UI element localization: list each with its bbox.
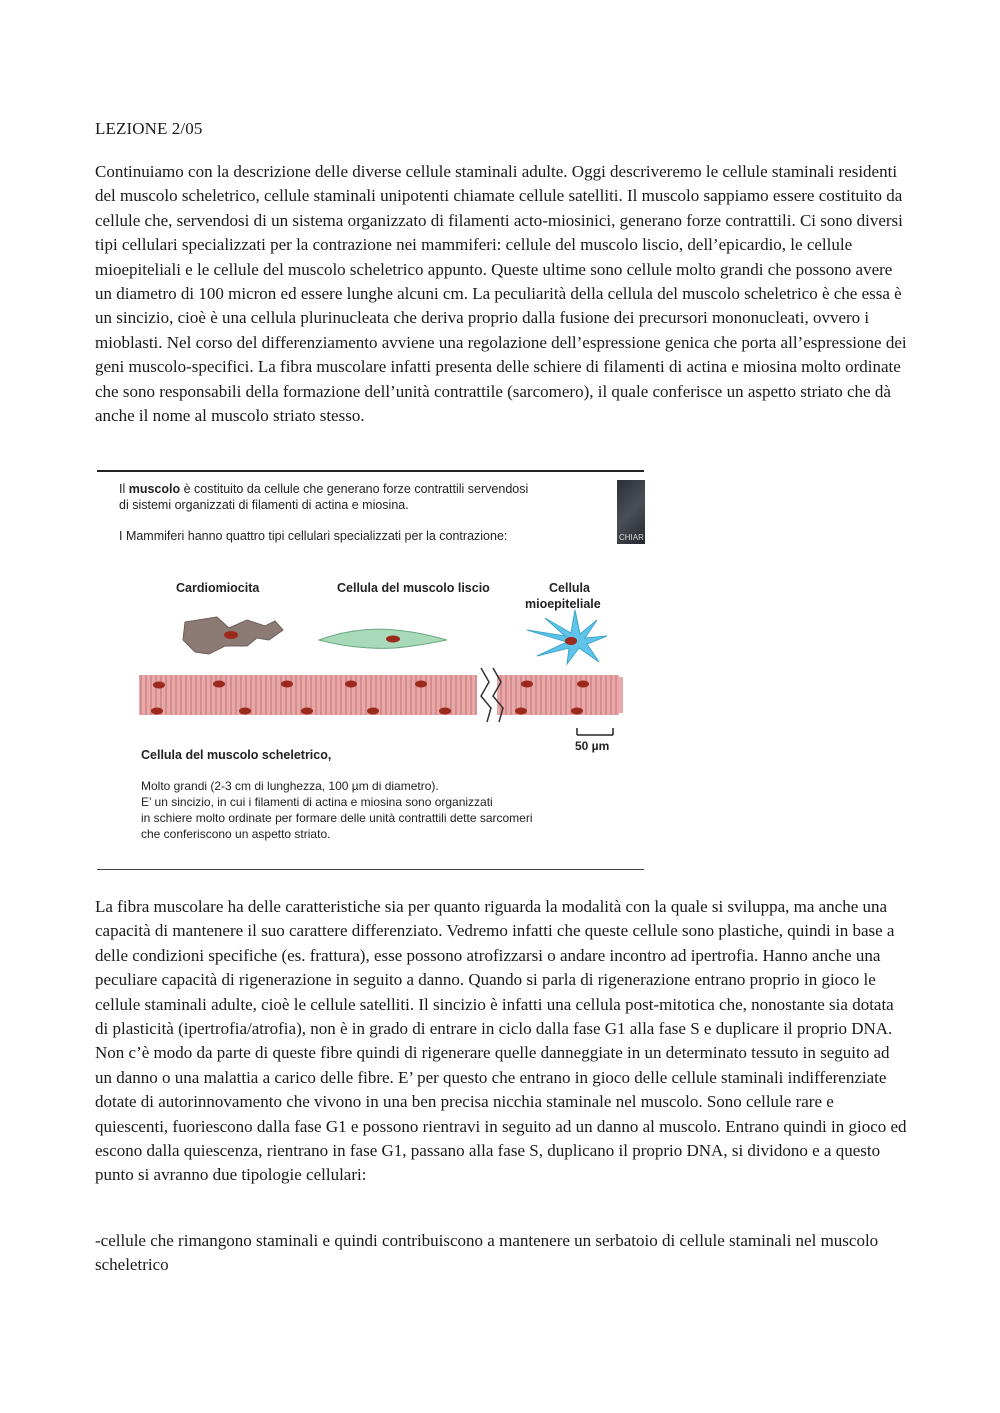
cardiomyocyte-cell	[183, 617, 283, 654]
scale-bar-label: 50 µm	[575, 739, 610, 753]
fiber-segment-right	[497, 675, 619, 715]
cardiomyocyte-nucleus	[224, 631, 238, 639]
smooth-muscle-cell	[319, 629, 447, 648]
fiber-nucleus	[239, 708, 251, 715]
figure-illustration	[97, 470, 645, 870]
fiber-nucleus	[415, 681, 427, 688]
fiber-nucleus	[571, 708, 583, 715]
fiber-nucleus	[521, 681, 533, 688]
label-smooth-muscle-cell: Cellula del muscolo liscio	[337, 581, 490, 595]
muscle-cell-types-figure	[97, 470, 645, 872]
intro-bold: muscolo	[128, 482, 181, 496]
fiber-nucleus	[151, 708, 163, 715]
label-myoepithelial-line1: Cellula	[549, 581, 590, 595]
intro-prefix: Il	[119, 482, 129, 496]
myoepithelial-cell	[527, 610, 607, 664]
fiber-nucleus	[213, 681, 225, 688]
fiber-nucleus	[153, 682, 165, 689]
fiber-nucleus	[577, 681, 589, 688]
scale-bar	[575, 728, 613, 753]
fiber-nucleus	[345, 681, 357, 688]
myoepithelial-nucleus	[565, 637, 577, 645]
skeletal-desc-line4: che conferiscono un aspetto striato.	[141, 827, 331, 841]
smooth-muscle-nucleus	[386, 636, 400, 643]
label-cardiomyocyte: Cardiomiocita	[176, 581, 260, 595]
skeletal-desc-line2: E’ un sincizio, in cui i filamenti di actina e miosina sono organizzati	[141, 795, 493, 809]
smooth-muscle-body	[319, 629, 447, 648]
paragraph-intro: Continuiamo con la descrizione delle diverse cellule staminali adulte. Oggi descriveremo le cellule staminali residenti del muscolo scheletrico, cellule staminali unipotenti chiamate cellule satelliti. Il muscolo sappiamo essere costituito da cellule che, servendosi di un sistema organizzato di filamenti acto-miosinici, generano forze contrattili. Ci sono diversi tipi cellulari specializzati per la contrazione nei mammiferi: cellule del muscolo liscio, dell’epicardio, le cellule mioepiteliali e le cellule del muscolo scheletrico appunto. Queste ultime sono cellule molto grandi che possono avere un diametro di 100 micron ed essere lunghe alcuni cm. La peculiarità della cellula del muscolo scheletrico è che essa è un sincizio, cioè è una cellula plurinucleata che deriva proprio dalla fusione dei precursori mononucleati, ovvero i mioblasti. Nel corso del differenziamento avviene una regolazione dell’espressione genica che porta all’espressione dei geni muscolo-specifici. La fibra muscolare infatti presenta delle schiere di filamenti di actina e miosina molto ordinate che sono responsabili della formazione dell’unità contrattile (sarcomero), il quale conferisce un aspetto striato che dà anche il nome al muscolo striato stesso.	[95, 162, 907, 426]
skeletal-desc-line3: in schiere molto ordinate per formare delle unità contrattili dette sarcomeri	[141, 811, 533, 825]
lesson-heading: LEZIONE 2/05	[95, 119, 203, 138]
figure-intro-line3: I Mammiferi hanno quattro tipi cellulari specializzati per la contrazione:	[119, 529, 508, 543]
myoepithelial-body	[527, 610, 607, 664]
fiber-end-cap	[619, 677, 623, 713]
label-myoepithelial-line2: mioepiteliale	[525, 597, 601, 611]
fiber-nucleus	[281, 681, 293, 688]
fiber-nucleus	[515, 708, 527, 715]
fiber-nucleus	[301, 708, 313, 715]
fiber-nucleus	[367, 708, 379, 715]
skeletal-cell-title: Cellula del muscolo scheletrico,	[141, 748, 332, 762]
figure-bottom-rule	[97, 869, 644, 870]
skeletal-desc-line1: Molto grandi (2-3 cm di lunghezza, 100 µm di diametro).	[141, 779, 439, 793]
paragraph-regeneration: La fibra muscolare ha delle caratteristiche sia per quanto riguarda la modalità con la quale si sviluppa, ma anche una capacità di mantenere il suo carattere differenziato. Vedremo infatti che queste cellule sono plastiche, quindi in base a delle condizioni specifiche (es. frattura), esse possono atrofizzarsi o andare incontro ad ipertrofia. Hanno anche una peculiare capacità di rigenerazione in seguito a danno. Quando si parla di rigenerazione entrano proprio in gioco le cellule staminali adulte, cioè le cellule satelliti. Il sincizio è infatti una cellula post-mitotica che, nonostante sia dotata di plasticità (ipertrofia/atrofia), non è in grado di entrare in ciclo dalla fase G1 alla fase S e duplicare il proprio DNA. Non c’è modo da parte di queste fibre quindi di rigenerare quelle danneggiate in un determinato tessuto in seguito ad un danno o una malattia a carico delle fibre. E’ per questo che entrano in gioco delle cellule staminali indifferenziate dotate di autorinnovamento che vivono in una ben precisa nicchia staminale nel muscolo. Sono cellule rare e quiescenti, fuoriescono dalla fase G1 e possono rientravi in seguito ad un danno al muscolo. Entrano quindi in gioco ed escono dalla quiescenza, rientrano in fase G1, passano alla fase S, duplicano il proprio DNA, si dividono e a questo punto si avranno due tipologie cellulari:	[95, 897, 907, 1185]
figure-corner-text: CHIAR	[619, 533, 644, 542]
fiber-nucleus	[439, 708, 451, 715]
figure-intro-line1	[119, 482, 528, 496]
figure-intro-line2: di sistemi organizzati di filamenti di actina e miosina.	[119, 498, 409, 512]
intro-suffix: è costituito da cellule che generano forze contrattili servendosi	[180, 482, 529, 496]
skeletal-muscle-fiber	[139, 668, 623, 722]
paragraph-list-item: -cellule che rimangono staminali e quindi contribuiscono a mantenere un serbatoio di cellule staminali nel muscolo scheletrico	[95, 1231, 879, 1275]
